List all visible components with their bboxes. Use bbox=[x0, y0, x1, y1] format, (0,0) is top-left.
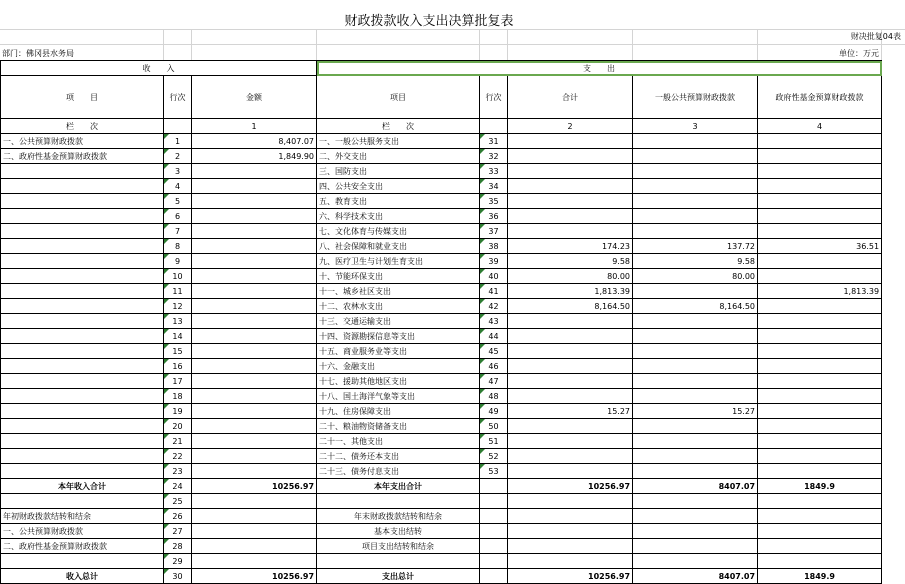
year-income-total-label[interactable]: 本年收入合计 bbox=[1, 479, 164, 494]
expense-item-cell[interactable]: 十一、城乡社区支出 bbox=[317, 284, 480, 299]
carryover-expense-no[interactable] bbox=[480, 554, 508, 569]
income-item-cell[interactable] bbox=[1, 449, 164, 464]
carryover-general[interactable] bbox=[633, 494, 758, 509]
table-row bbox=[1, 374, 882, 389]
expense-row-no-cell[interactable]: 45 bbox=[480, 344, 508, 359]
income-item-cell[interactable] bbox=[1, 224, 164, 239]
year-total-row bbox=[1, 479, 882, 494]
expense-total-cell[interactable]: 80.00 bbox=[508, 269, 633, 284]
expense-general-cell[interactable] bbox=[633, 314, 758, 329]
income-item-header[interactable]: 项 目 bbox=[1, 76, 164, 119]
expense-general-cell[interactable]: 80.00 bbox=[633, 269, 758, 284]
income-item-cell[interactable] bbox=[1, 464, 164, 479]
carryover-general[interactable] bbox=[633, 554, 758, 569]
year-expense-total[interactable]: 10256.97 bbox=[508, 479, 633, 494]
income-item-cell[interactable] bbox=[1, 179, 164, 194]
carryover-expense-item[interactable]: 年末财政拨款结转和结余 bbox=[317, 509, 480, 524]
income-amount-cell[interactable] bbox=[192, 299, 317, 314]
expense-row-no-cell[interactable]: 31 bbox=[480, 134, 508, 149]
expense-general-cell[interactable] bbox=[633, 329, 758, 344]
income-row-no-header[interactable]: 行次 bbox=[164, 76, 192, 119]
carryover-expense-item[interactable]: 项目支出结转和结余 bbox=[317, 539, 480, 554]
table-row bbox=[1, 314, 882, 329]
expense-item-cell[interactable]: 二十、粮油物资储备支出 bbox=[317, 419, 480, 434]
expense-item-cell[interactable]: 十四、资源勘探信息等支出 bbox=[317, 329, 480, 344]
income-item-cell[interactable] bbox=[1, 254, 164, 269]
table-row bbox=[1, 269, 882, 284]
expense-total-cell[interactable] bbox=[508, 434, 633, 449]
table-row bbox=[1, 389, 882, 404]
expense-item-cell[interactable]: 六、科学技术支出 bbox=[317, 209, 480, 224]
grand-expense-total[interactable]: 10256.97 bbox=[508, 569, 633, 584]
expense-total-cell[interactable] bbox=[508, 224, 633, 239]
expense-total-cell[interactable] bbox=[508, 359, 633, 374]
expense-item-cell[interactable]: 十九、住房保障支出 bbox=[317, 404, 480, 419]
col-label[interactable]: 栏 次 bbox=[1, 119, 164, 134]
expense-row-no-cell[interactable]: 33 bbox=[480, 164, 508, 179]
income-item-cell[interactable] bbox=[1, 344, 164, 359]
income-amount-cell[interactable] bbox=[192, 209, 317, 224]
form-number: 财决批复04表 bbox=[850, 32, 901, 41]
department-label: 部门：佛冈县水务局 bbox=[2, 49, 74, 58]
income-row-no-cell[interactable]: 6 bbox=[164, 209, 192, 224]
col-blank[interactable] bbox=[164, 119, 192, 134]
column-number-row bbox=[1, 119, 882, 134]
income-row-no-cell[interactable]: 8 bbox=[164, 239, 192, 254]
expense-general-cell[interactable] bbox=[633, 164, 758, 179]
table-row bbox=[1, 434, 882, 449]
expense-row-no-cell[interactable]: 51 bbox=[480, 434, 508, 449]
expense-gov-cell[interactable] bbox=[758, 389, 882, 404]
income-amount-cell[interactable] bbox=[192, 224, 317, 239]
grand-expense-general[interactable]: 8407.07 bbox=[633, 569, 758, 584]
income-item-cell[interactable] bbox=[1, 194, 164, 209]
expense-row-no-cell[interactable]: 37 bbox=[480, 224, 508, 239]
expense-general-cell[interactable]: 8,164.50 bbox=[633, 299, 758, 314]
grand-income-total-label[interactable]: 收入总计 bbox=[1, 569, 164, 584]
table-row bbox=[1, 164, 882, 179]
carryover-general[interactable] bbox=[633, 509, 758, 524]
expense-general-cell[interactable] bbox=[633, 419, 758, 434]
carryover-row bbox=[1, 524, 882, 539]
income-row-no-cell[interactable]: 17 bbox=[164, 374, 192, 389]
carryover-income-amount[interactable] bbox=[192, 494, 317, 509]
expense-total-cell[interactable]: 9.58 bbox=[508, 254, 633, 269]
expense-gov-cell[interactable] bbox=[758, 134, 882, 149]
expense-gov-cell[interactable] bbox=[758, 149, 882, 164]
expense-gov-cell[interactable] bbox=[758, 434, 882, 449]
income-item-cell[interactable] bbox=[1, 284, 164, 299]
carryover-income-amount[interactable] bbox=[192, 554, 317, 569]
expense-item-cell[interactable]: 七、文化体育与传媒支出 bbox=[317, 224, 480, 239]
expense-general-cell[interactable] bbox=[633, 284, 758, 299]
expense-row-no-cell[interactable]: 50 bbox=[480, 419, 508, 434]
carryover-income-item[interactable] bbox=[1, 494, 164, 509]
table-row bbox=[1, 419, 882, 434]
expense-total-cell[interactable]: 8,164.50 bbox=[508, 299, 633, 314]
col-1[interactable]: 1 bbox=[192, 119, 317, 134]
income-item-cell[interactable] bbox=[1, 164, 164, 179]
expense-row-no-cell[interactable]: 42 bbox=[480, 299, 508, 314]
carryover-row-no[interactable]: 27 bbox=[164, 524, 192, 539]
income-row-no-cell[interactable]: 10 bbox=[164, 269, 192, 284]
income-amount-cell[interactable]: 1,849.90 bbox=[192, 149, 317, 164]
expense-total-cell[interactable] bbox=[508, 314, 633, 329]
expense-general-cell[interactable]: 9.58 bbox=[633, 254, 758, 269]
carryover-row-no[interactable]: 26 bbox=[164, 509, 192, 524]
income-row-no-cell[interactable]: 16 bbox=[164, 359, 192, 374]
carryover-gov[interactable] bbox=[758, 509, 882, 524]
grand-income-total-amount[interactable]: 10256.97 bbox=[192, 569, 317, 584]
carryover-income-item[interactable]: 年初财政拨款结转和结余 bbox=[1, 509, 164, 524]
income-item-cell[interactable] bbox=[1, 239, 164, 254]
expense-general-cell[interactable] bbox=[633, 434, 758, 449]
expense-item-cell[interactable]: 十二、农林水支出 bbox=[317, 299, 480, 314]
expense-general-cell[interactable] bbox=[633, 179, 758, 194]
expense-row-no-cell[interactable]: 48 bbox=[480, 389, 508, 404]
gov-fund-header[interactable]: 政府性基金预算财政拨款 bbox=[758, 76, 882, 119]
expense-gov-cell[interactable] bbox=[758, 314, 882, 329]
income-row-no-cell[interactable]: 13 bbox=[164, 314, 192, 329]
general-budget-header[interactable]: 一般公共预算财政拨款 bbox=[633, 76, 758, 119]
budget-table bbox=[0, 60, 882, 584]
income-amount-cell[interactable] bbox=[192, 164, 317, 179]
table-row bbox=[1, 149, 882, 164]
expense-item-cell[interactable]: 十、节能环保支出 bbox=[317, 269, 480, 284]
expense-total-cell[interactable] bbox=[508, 419, 633, 434]
income-item-cell[interactable] bbox=[1, 374, 164, 389]
carryover-income-item[interactable]: 一、公共预算财政拨款 bbox=[1, 524, 164, 539]
expense-total-cell[interactable] bbox=[508, 344, 633, 359]
expense-item-cell[interactable]: 五、教育支出 bbox=[317, 194, 480, 209]
col-label-2[interactable]: 栏 次 bbox=[317, 119, 480, 134]
income-amount-cell[interactable] bbox=[192, 434, 317, 449]
income-row-no-cell[interactable]: 2 bbox=[164, 149, 192, 164]
expense-total-cell[interactable] bbox=[508, 329, 633, 344]
table-row bbox=[1, 284, 882, 299]
expense-gov-cell[interactable] bbox=[758, 344, 882, 359]
expense-total-cell[interactable] bbox=[508, 149, 633, 164]
grand-expense-total-no[interactable] bbox=[480, 569, 508, 584]
expense-general-cell[interactable] bbox=[633, 149, 758, 164]
expense-row-no-cell[interactable]: 53 bbox=[480, 464, 508, 479]
carryover-expense-no[interactable] bbox=[480, 509, 508, 524]
income-row-no-cell[interactable]: 23 bbox=[164, 464, 192, 479]
unit-label: 单位：万元 bbox=[839, 49, 879, 58]
grand-expense-gov[interactable]: 1849.9 bbox=[758, 569, 882, 584]
table-row bbox=[1, 194, 882, 209]
income-row-no-cell[interactable]: 21 bbox=[164, 434, 192, 449]
expense-gov-cell[interactable]: 1,813.39 bbox=[758, 284, 882, 299]
expense-total-cell[interactable] bbox=[508, 134, 633, 149]
income-amount-cell[interactable] bbox=[192, 344, 317, 359]
expense-item-cell[interactable]: 三、国防支出 bbox=[317, 164, 480, 179]
expense-item-cell[interactable]: 二十三、债务付息支出 bbox=[317, 464, 480, 479]
table-row bbox=[1, 224, 882, 239]
expense-row-no-cell[interactable]: 40 bbox=[480, 269, 508, 284]
carryover-row bbox=[1, 554, 882, 569]
expense-row-no-cell[interactable]: 44 bbox=[480, 329, 508, 344]
expense-general-cell[interactable] bbox=[633, 359, 758, 374]
income-item-cell[interactable]: 一、公共预算财政拨款 bbox=[1, 134, 164, 149]
income-amount-cell[interactable] bbox=[192, 254, 317, 269]
carryover-general[interactable] bbox=[633, 524, 758, 539]
expense-item-cell[interactable]: 十五、商业服务业等支出 bbox=[317, 344, 480, 359]
expense-gov-cell[interactable] bbox=[758, 224, 882, 239]
expense-general-cell[interactable] bbox=[633, 464, 758, 479]
income-item-cell[interactable] bbox=[1, 314, 164, 329]
carryover-row bbox=[1, 494, 882, 509]
income-amount-cell[interactable] bbox=[192, 179, 317, 194]
grand-income-total-no[interactable]: 30 bbox=[164, 569, 192, 584]
income-item-cell[interactable] bbox=[1, 359, 164, 374]
expense-header[interactable]: 支 出 bbox=[317, 61, 882, 76]
expense-gov-cell[interactable] bbox=[758, 194, 882, 209]
expense-general-cell[interactable] bbox=[633, 224, 758, 239]
expense-row-no-cell[interactable]: 32 bbox=[480, 149, 508, 164]
year-expense-total-no[interactable] bbox=[480, 479, 508, 494]
carryover-expense-no[interactable] bbox=[480, 524, 508, 539]
expense-row-no-cell[interactable]: 52 bbox=[480, 449, 508, 464]
carryover-total[interactable] bbox=[508, 509, 633, 524]
expense-general-cell[interactable] bbox=[633, 389, 758, 404]
expense-total-cell[interactable] bbox=[508, 389, 633, 404]
expense-general-cell[interactable]: 137.72 bbox=[633, 239, 758, 254]
expense-general-cell[interactable] bbox=[633, 374, 758, 389]
expense-row-no-cell[interactable]: 46 bbox=[480, 359, 508, 374]
income-row-no-cell[interactable]: 14 bbox=[164, 329, 192, 344]
carryover-income-item[interactable] bbox=[1, 554, 164, 569]
income-amount-cell[interactable]: 8,407.07 bbox=[192, 134, 317, 149]
carryover-expense-item[interactable]: 基本支出结转 bbox=[317, 524, 480, 539]
expense-general-cell[interactable] bbox=[633, 449, 758, 464]
income-item-cell[interactable] bbox=[1, 299, 164, 314]
expense-general-cell[interactable]: 15.27 bbox=[633, 404, 758, 419]
expense-item-cell[interactable]: 二十一、其他支出 bbox=[317, 434, 480, 449]
table-row bbox=[1, 134, 882, 149]
income-amount-cell[interactable] bbox=[192, 404, 317, 419]
table-row bbox=[1, 404, 882, 419]
income-row-no-cell[interactable]: 3 bbox=[164, 164, 192, 179]
income-amount-cell[interactable] bbox=[192, 194, 317, 209]
grand-expense-total-label[interactable]: 支出总计 bbox=[317, 569, 480, 584]
expense-total-cell[interactable]: 1,813.39 bbox=[508, 284, 633, 299]
income-item-cell[interactable] bbox=[1, 389, 164, 404]
carryover-total[interactable] bbox=[508, 554, 633, 569]
expense-general-cell[interactable] bbox=[633, 194, 758, 209]
amount-header[interactable]: 金额 bbox=[192, 76, 317, 119]
carryover-expense-item[interactable] bbox=[317, 494, 480, 509]
income-row-no-cell[interactable]: 7 bbox=[164, 224, 192, 239]
income-amount-cell[interactable] bbox=[192, 464, 317, 479]
table-row bbox=[1, 299, 882, 314]
expense-general-cell[interactable] bbox=[633, 209, 758, 224]
expense-row-no-cell[interactable]: 38 bbox=[480, 239, 508, 254]
income-item-cell[interactable] bbox=[1, 419, 164, 434]
income-amount-cell[interactable] bbox=[192, 269, 317, 284]
income-amount-cell[interactable] bbox=[192, 359, 317, 374]
expense-item-header[interactable]: 项目 bbox=[317, 76, 480, 119]
income-row-no-cell[interactable]: 11 bbox=[164, 284, 192, 299]
expense-total-cell[interactable] bbox=[508, 374, 633, 389]
expense-row-no-cell[interactable]: 47 bbox=[480, 374, 508, 389]
year-expense-general[interactable]: 8407.07 bbox=[633, 479, 758, 494]
income-row-no-cell[interactable]: 18 bbox=[164, 389, 192, 404]
carryover-rows bbox=[1, 494, 882, 569]
table-row bbox=[1, 209, 882, 224]
year-income-total-amount[interactable]: 10256.97 bbox=[192, 479, 317, 494]
income-row-no-cell[interactable]: 12 bbox=[164, 299, 192, 314]
expense-gov-cell[interactable] bbox=[758, 299, 882, 314]
carryover-income-item[interactable]: 二、政府性基金预算财政拨款 bbox=[1, 539, 164, 554]
income-row-no-cell[interactable]: 9 bbox=[164, 254, 192, 269]
expense-total-cell[interactable] bbox=[508, 209, 633, 224]
expense-gov-cell[interactable] bbox=[758, 179, 882, 194]
col-2[interactable]: 2 bbox=[508, 119, 633, 134]
income-item-cell[interactable] bbox=[1, 329, 164, 344]
expense-gov-cell[interactable] bbox=[758, 404, 882, 419]
expense-item-cell[interactable]: 十三、交通运输支出 bbox=[317, 314, 480, 329]
expense-gov-cell[interactable]: 36.51 bbox=[758, 239, 882, 254]
expense-general-cell[interactable] bbox=[633, 134, 758, 149]
expense-item-cell[interactable]: 八、社会保障和就业支出 bbox=[317, 239, 480, 254]
carryover-expense-no[interactable] bbox=[480, 539, 508, 554]
income-amount-cell[interactable] bbox=[192, 284, 317, 299]
col-4[interactable]: 4 bbox=[758, 119, 882, 134]
carryover-total[interactable] bbox=[508, 494, 633, 509]
carryover-gov[interactable] bbox=[758, 554, 882, 569]
carryover-row bbox=[1, 509, 882, 524]
income-amount-cell[interactable] bbox=[192, 389, 317, 404]
sheet-title: 财政拨款收入支出决算批复表 bbox=[344, 14, 514, 29]
income-header[interactable]: 收 入 bbox=[1, 61, 317, 76]
carryover-row-no[interactable]: 29 bbox=[164, 554, 192, 569]
expense-row-no-cell[interactable]: 39 bbox=[480, 254, 508, 269]
income-row-no-cell[interactable]: 15 bbox=[164, 344, 192, 359]
carryover-gov[interactable] bbox=[758, 524, 882, 539]
income-amount-cell[interactable] bbox=[192, 419, 317, 434]
expense-row-no-cell[interactable]: 35 bbox=[480, 194, 508, 209]
carryover-row-no[interactable]: 25 bbox=[164, 494, 192, 509]
expense-gov-cell[interactable] bbox=[758, 464, 882, 479]
expense-gov-cell[interactable] bbox=[758, 269, 882, 284]
income-item-cell[interactable]: 二、政府性基金预算财政拨款 bbox=[1, 149, 164, 164]
expense-gov-cell[interactable] bbox=[758, 254, 882, 269]
column-header-row bbox=[1, 76, 882, 119]
income-amount-cell[interactable] bbox=[192, 329, 317, 344]
income-amount-cell[interactable] bbox=[192, 374, 317, 389]
carryover-row bbox=[1, 539, 882, 554]
expense-gov-cell[interactable] bbox=[758, 374, 882, 389]
expense-total-cell[interactable] bbox=[508, 449, 633, 464]
expense-item-cell[interactable]: 四、公共安全支出 bbox=[317, 179, 480, 194]
income-item-cell[interactable] bbox=[1, 209, 164, 224]
carryover-income-amount[interactable] bbox=[192, 539, 317, 554]
grand-total-row bbox=[1, 569, 882, 584]
year-income-total-no[interactable]: 24 bbox=[164, 479, 192, 494]
expense-gov-cell[interactable] bbox=[758, 164, 882, 179]
income-row-no-cell[interactable]: 1 bbox=[164, 134, 192, 149]
expense-gov-cell[interactable] bbox=[758, 359, 882, 374]
table-row bbox=[1, 464, 882, 479]
expense-row-no-cell[interactable]: 36 bbox=[480, 209, 508, 224]
expense-item-cell[interactable]: 十六、金融支出 bbox=[317, 359, 480, 374]
income-row-no-cell[interactable]: 20 bbox=[164, 419, 192, 434]
col-3[interactable]: 3 bbox=[633, 119, 758, 134]
expense-total-cell[interactable] bbox=[508, 464, 633, 479]
income-expense-header-row bbox=[1, 61, 882, 76]
income-item-cell[interactable] bbox=[1, 269, 164, 284]
expense-gov-cell[interactable] bbox=[758, 209, 882, 224]
carryover-row-no[interactable]: 28 bbox=[164, 539, 192, 554]
income-row-no-cell[interactable]: 4 bbox=[164, 179, 192, 194]
expense-item-cell[interactable]: 二十二、债务还本支出 bbox=[317, 449, 480, 464]
carryover-expense-item[interactable] bbox=[317, 554, 480, 569]
expense-item-cell[interactable]: 一、一般公共服务支出 bbox=[317, 134, 480, 149]
expense-row-no-cell[interactable]: 43 bbox=[480, 314, 508, 329]
carryover-expense-no[interactable] bbox=[480, 494, 508, 509]
table-row bbox=[1, 239, 882, 254]
carryover-income-amount[interactable] bbox=[192, 509, 317, 524]
expense-total-cell[interactable] bbox=[508, 179, 633, 194]
carryover-gov[interactable] bbox=[758, 539, 882, 554]
expense-item-cell[interactable]: 九、医疗卫生与计划生育支出 bbox=[317, 254, 480, 269]
expense-total-cell[interactable]: 174.23 bbox=[508, 239, 633, 254]
expense-total-cell[interactable] bbox=[508, 164, 633, 179]
income-row-no-cell[interactable]: 22 bbox=[164, 449, 192, 464]
carryover-general[interactable] bbox=[633, 539, 758, 554]
income-amount-cell[interactable] bbox=[192, 239, 317, 254]
expense-row-no-cell[interactable]: 34 bbox=[480, 179, 508, 194]
expense-row-no-cell[interactable]: 41 bbox=[480, 284, 508, 299]
table-row bbox=[1, 359, 882, 374]
table-body bbox=[1, 134, 882, 479]
carryover-total[interactable] bbox=[508, 539, 633, 554]
table-row bbox=[1, 449, 882, 464]
income-amount-cell[interactable] bbox=[192, 449, 317, 464]
carryover-total[interactable] bbox=[508, 524, 633, 539]
table-row bbox=[1, 254, 882, 269]
expense-total-cell[interactable]: 15.27 bbox=[508, 404, 633, 419]
expense-gov-cell[interactable] bbox=[758, 449, 882, 464]
income-item-cell[interactable] bbox=[1, 434, 164, 449]
year-expense-gov[interactable]: 1849.9 bbox=[758, 479, 882, 494]
expense-gov-cell[interactable] bbox=[758, 329, 882, 344]
total-header[interactable]: 合计 bbox=[508, 76, 633, 119]
income-row-no-cell[interactable]: 19 bbox=[164, 404, 192, 419]
expense-item-cell[interactable]: 二、外交支出 bbox=[317, 149, 480, 164]
income-row-no-cell[interactable]: 5 bbox=[164, 194, 192, 209]
income-amount-cell[interactable] bbox=[192, 314, 317, 329]
expense-row-no-cell[interactable]: 49 bbox=[480, 404, 508, 419]
carryover-gov[interactable] bbox=[758, 494, 882, 509]
expense-item-cell[interactable]: 十八、国土海洋气象等支出 bbox=[317, 389, 480, 404]
table-row bbox=[1, 329, 882, 344]
expense-general-cell[interactable] bbox=[633, 344, 758, 359]
expense-row-no-header[interactable]: 行次 bbox=[480, 76, 508, 119]
col-blank-2[interactable] bbox=[480, 119, 508, 134]
expense-gov-cell[interactable] bbox=[758, 419, 882, 434]
expense-total-cell[interactable] bbox=[508, 194, 633, 209]
expense-item-cell[interactable]: 十七、援助其他地区支出 bbox=[317, 374, 480, 389]
carryover-income-amount[interactable] bbox=[192, 524, 317, 539]
table-row bbox=[1, 344, 882, 359]
table-row bbox=[1, 179, 882, 194]
year-expense-total-label[interactable]: 本年支出合计 bbox=[317, 479, 480, 494]
income-item-cell[interactable] bbox=[1, 404, 164, 419]
spreadsheet-gridlines bbox=[0, 0, 905, 60]
